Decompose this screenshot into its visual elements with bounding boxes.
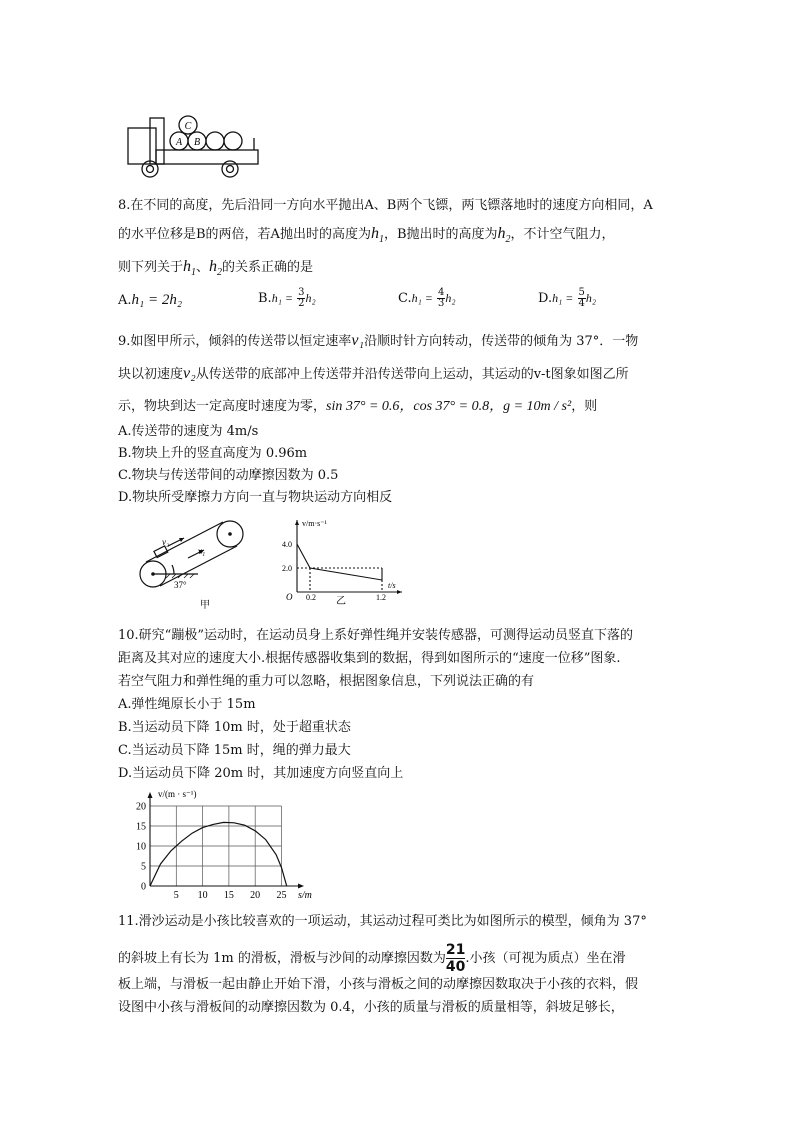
q10-option-c[interactable]: C.当运动员下降 15m 时，绳的弹力最大 xyxy=(118,743,351,758)
vs-ytick-label: 10 xyxy=(136,841,146,853)
q8-option-a[interactable]: A.h₁ = 2h₂ xyxy=(118,292,183,308)
q10-line3: 若空气阻力和弹性绳的重力可以忽略，根据图象信息，下列说法正确的有 xyxy=(118,674,535,689)
q10-option-d[interactable]: D.当运动员下降 20m 时，其加速度方向竖直向上 xyxy=(118,766,404,781)
caption-jia: 甲 xyxy=(200,600,210,610)
q11-line2: 的斜坡上有长为 1m 的滑板，滑板与沙间的动摩擦因数为 $\frac{21}{40}$ .小孩（可视为质点）坐在滑 xyxy=(118,942,626,975)
vs-xtick-label: 25 xyxy=(276,890,287,901)
vs-ylabel: v/(m · s⁻¹) xyxy=(158,789,197,799)
q9-option-d[interactable]: D.物块所受摩擦力方向一直与物块运动方向相反 xyxy=(118,490,393,505)
belt-top xyxy=(146,522,223,562)
q11-line4: 设图中小孩与滑板间的动摩擦因数为 0.4，小孩的质量与滑板的质量相等，斜坡足够长， xyxy=(118,1000,624,1015)
vt-ylabel: v/m·s⁻¹ xyxy=(302,519,327,528)
vt-graph xyxy=(280,516,410,610)
vs-ytick-label: 5 xyxy=(141,861,146,873)
truck-figure xyxy=(126,110,266,180)
conveyor-diagram xyxy=(132,516,262,610)
q10-line2: 距离及其对应的速度大小.根据传感器收集到的数据，得到如图所示的“速度一位移”图象. xyxy=(118,651,621,666)
q11-line1: 11.滑沙运动是小孩比较喜欢的一项运动，其运动过程可类比为如图所示的模型，倾角为 37° xyxy=(118,914,647,929)
label-a: A xyxy=(175,137,183,148)
q8-line1: 8.在不同的高度，先后沿同一方向水平抛出A、B两个飞镖，两飞镖落地时的速度方向相同，A xyxy=(118,198,653,213)
q9-line2: 块以初速度v₂从传送带的底部冲上传送带并沿传送带向上运动，其运动的v-t图象如图乙所 xyxy=(118,365,629,382)
angle-arc xyxy=(172,565,174,574)
truck-cab-back xyxy=(150,118,164,164)
friction-fraction: $\frac{21}{40}$ xyxy=(445,942,466,975)
vs-xtick-label: 15 xyxy=(223,890,234,901)
vs-xtick-label: 20 xyxy=(250,890,261,901)
angle-label: 37° xyxy=(174,580,187,590)
q8-line2-c: ，不计空气阻力， xyxy=(510,227,615,242)
vt-line xyxy=(297,544,382,580)
vs-ytick-label: 20 xyxy=(136,801,146,813)
vs-xlabel: s/m xyxy=(298,890,312,901)
tick-4: 4.0 xyxy=(282,540,292,549)
vs-ytick-label: 0 xyxy=(141,881,146,893)
q9-option-c[interactable]: C.物块与传送带间的动摩擦因数为 0.5 xyxy=(118,468,339,483)
vt-xlabel: t/s xyxy=(388,581,396,590)
q9-option-b[interactable]: B.物块上升的竖直高度为 0.96m xyxy=(118,446,308,461)
q8-line2 xyxy=(118,224,615,250)
v1-label: v₁ xyxy=(198,546,206,556)
q8-line2-a: 的水平位移是B的两倍，若A抛出时的高度为 xyxy=(118,227,371,242)
q10-line1: 10.研究“蹦极”运动时，在运动员身上系好弹性绳并安装传感器，可测得运动员竖直下落的 xyxy=(118,628,633,643)
q10-option-b[interactable]: B.当运动员下降 10m 时，处于超重状态 xyxy=(118,720,351,735)
vs-ytick-label: 15 xyxy=(136,821,146,833)
h2-symbol: $h_2$ xyxy=(497,225,511,246)
conveyor-figure xyxy=(132,516,262,610)
q9-option-a[interactable]: A.传送带的速度为 4m/s xyxy=(118,424,259,439)
v2-label: v₂ xyxy=(162,537,170,547)
vs-series-line xyxy=(150,822,287,886)
q11-line3: 板上端，与滑板一起由静止开始下滑，小孩与滑板之间的动摩擦因数取决于小孩的衣料，假 xyxy=(118,977,639,992)
q8-option-c[interactable]: C.h₁ = $\frac{4}{3}$ h₂ xyxy=(398,287,456,309)
vs-xtick-label: 10 xyxy=(197,890,208,901)
h1-symbol: $h_1$ xyxy=(370,225,384,246)
tick-12: 1.2 xyxy=(376,593,386,602)
q9-line1: 9.如图甲所示，倾斜的传送带以恒定速率v₁沿顺时针方向转动，传送带的倾角为 37°．一物 xyxy=(118,332,639,349)
q8-line3: 则下列关于$h_1$、$h_2$的关系正确的是 xyxy=(118,258,314,279)
vs-x-arrow xyxy=(298,884,304,889)
label-b: B xyxy=(193,137,201,148)
q8-option-d[interactable]: D.h₁ = $\frac{5}{4}$ h₂ xyxy=(538,287,597,309)
vs-y-arrow xyxy=(148,792,153,798)
q8-line2-b: ，B抛出时的高度为 xyxy=(383,227,498,242)
caption-yi: 乙 xyxy=(336,596,346,607)
vs-chart xyxy=(126,784,316,904)
q10-option-a[interactable]: A.弹性绳原长小于 15m xyxy=(118,697,256,712)
truck-diagram xyxy=(126,110,266,180)
vs-chart-figure xyxy=(126,784,316,904)
vs-xtick-label: 5 xyxy=(173,890,179,901)
barrel-5 xyxy=(224,132,242,150)
origin-label: O xyxy=(286,592,293,602)
barrel-4 xyxy=(206,132,224,150)
q8-option-b[interactable]: B.h₁ = $\frac{3}{2}$ h₂ xyxy=(258,287,316,309)
q9-line3: 示，物块到达一定高度时速度为零，sin 37° = 0.6，cos 37° = 0.8，g = 10m / s²，则 xyxy=(118,399,598,414)
tick-02: 0.2 xyxy=(306,593,316,602)
truck-bed xyxy=(156,150,258,164)
truck-cab xyxy=(128,128,156,164)
tick-2: 2.0 xyxy=(282,564,292,573)
label-c: C xyxy=(184,121,192,132)
vt-graph-figure xyxy=(280,516,410,610)
